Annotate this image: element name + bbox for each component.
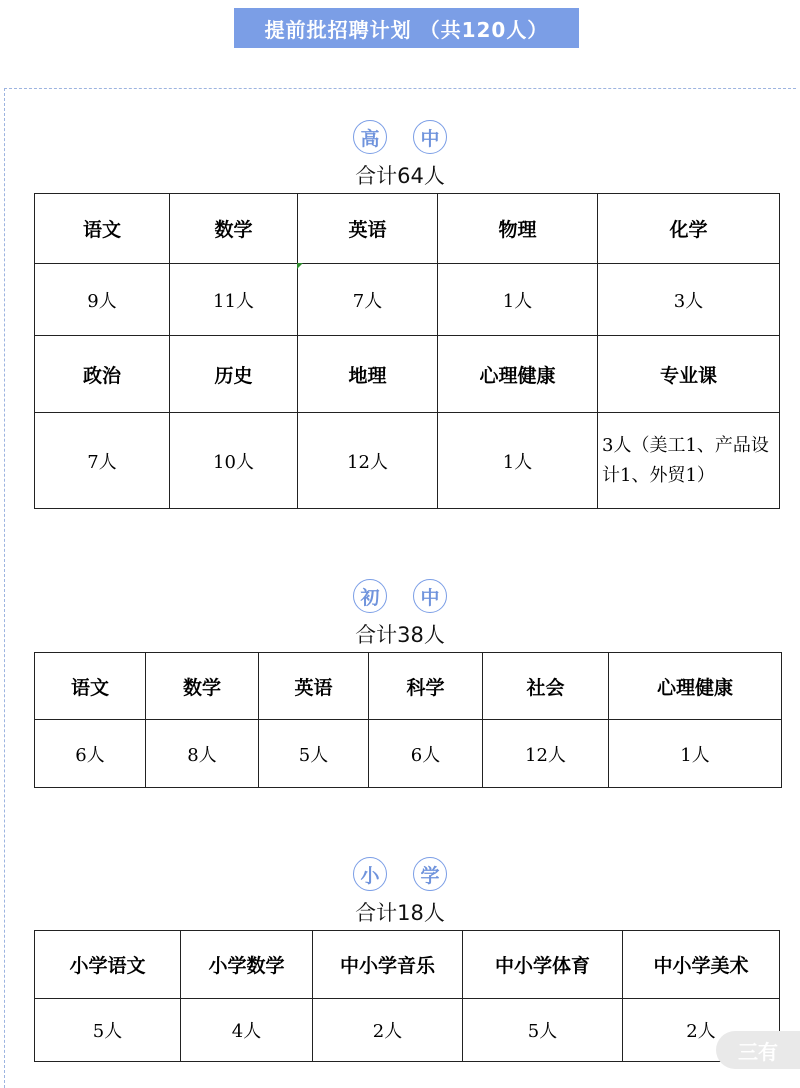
table-header-cell: 数学 [146, 653, 259, 720]
table-header-cell: 英语 [259, 653, 369, 720]
table-cell: 5人 [35, 999, 181, 1062]
table-cell: 2人 [623, 999, 780, 1062]
table-row [35, 720, 782, 788]
table-header-row [35, 653, 782, 720]
table-header-cell: 专业课 [598, 336, 780, 413]
table-cell-note: 3人（美工1、产品设计1、外贸1） [598, 413, 780, 509]
primary-school-table [34, 930, 780, 1062]
primary-school-heading [0, 857, 800, 891]
table-header-cell: 语文 [35, 653, 146, 720]
table-header-cell: 中小学音乐 [313, 931, 463, 999]
table-cell: 7人 [35, 413, 170, 509]
floating-menu-button[interactable]: 三有 [716, 1031, 800, 1069]
table-header-cell: 英语 [298, 194, 438, 264]
table-cell: 4人 [181, 999, 313, 1062]
heading-char: 学 [413, 857, 447, 891]
high-school-total: 合计64人 [355, 164, 445, 188]
table-cell: 5人 [259, 720, 369, 788]
table-header-row [35, 931, 780, 999]
table-cell: 8人 [146, 720, 259, 788]
table-header-cell: 小学语文 [35, 931, 181, 999]
middle-school-table [34, 652, 782, 788]
cell-comment-marker [297, 263, 303, 269]
table-cell: 7人 [298, 264, 438, 336]
table-header-cell: 社会 [483, 653, 609, 720]
middle-school-total: 合计38人 [355, 623, 445, 647]
table-cell: 11人 [170, 264, 298, 336]
table-row [35, 264, 780, 336]
primary-school-total: 合计18人 [355, 901, 445, 925]
table-cell: 5人 [463, 999, 623, 1062]
table-cell: 6人 [35, 720, 146, 788]
table-cell: 12人 [483, 720, 609, 788]
heading-char: 高 [353, 120, 387, 154]
table-cell: 9人 [35, 264, 170, 336]
table-cell: 10人 [170, 413, 298, 509]
table-header-cell: 历史 [170, 336, 298, 413]
table-header-cell: 政治 [35, 336, 170, 413]
heading-char: 初 [353, 579, 387, 613]
table-cell: 6人 [369, 720, 483, 788]
table-header-cell: 地理 [298, 336, 438, 413]
table-header-cell: 中小学美术 [623, 931, 780, 999]
table-cell: 3人 [598, 264, 780, 336]
table-cell: 12人 [298, 413, 438, 509]
table-header-cell: 科学 [369, 653, 483, 720]
page-title-banner: 提前批招聘计划 （共120人） [234, 8, 579, 48]
heading-char: 中 [413, 579, 447, 613]
table-header-cell: 心理健康 [438, 336, 598, 413]
table-header-cell: 语文 [35, 194, 170, 264]
table-cell: 1人 [609, 720, 782, 788]
table-header-row [35, 194, 780, 264]
high-school-table [34, 193, 780, 509]
table-header-cell: 中小学体育 [463, 931, 623, 999]
table-row [35, 413, 780, 509]
table-cell: 2人 [313, 999, 463, 1062]
table-header-cell: 物理 [438, 194, 598, 264]
table-row [35, 999, 780, 1062]
middle-school-heading [0, 579, 800, 613]
table-header-cell: 小学数学 [181, 931, 313, 999]
table-header-cell: 数学 [170, 194, 298, 264]
high-school-heading [0, 120, 800, 154]
table-header-row [35, 336, 780, 413]
table-header-cell: 心理健康 [609, 653, 782, 720]
heading-char: 中 [413, 120, 447, 154]
table-header-cell: 化学 [598, 194, 780, 264]
table-cell: 1人 [438, 413, 598, 509]
heading-char: 小 [353, 857, 387, 891]
table-cell: 1人 [438, 264, 598, 336]
